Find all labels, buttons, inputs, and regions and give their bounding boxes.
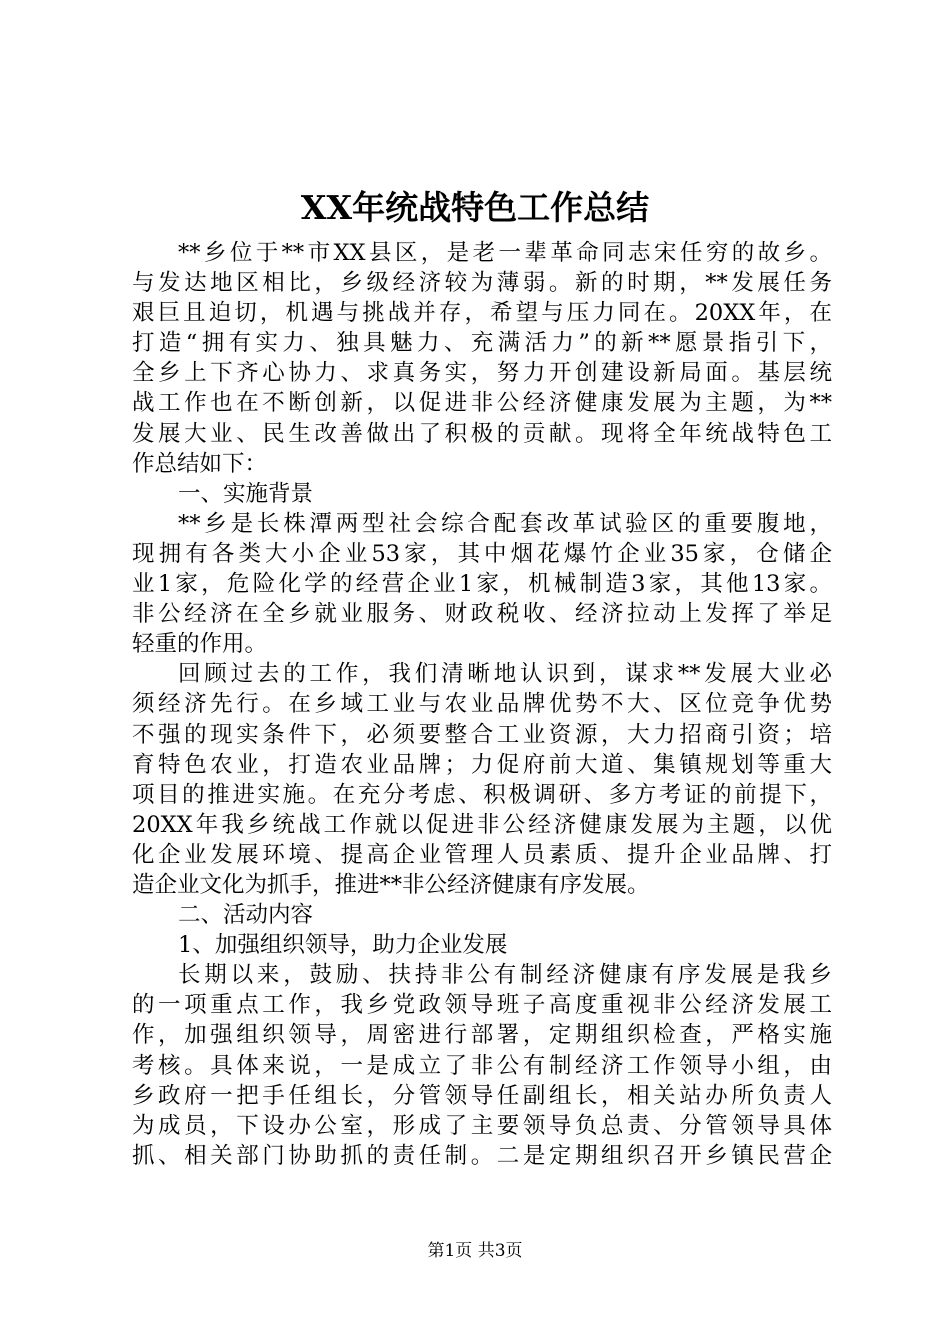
body-line: 育特色农业，打造农业品牌；力促府前大道、集镇规划等重大 [132, 751, 832, 778]
body-line: 作总结如下： [132, 450, 268, 477]
page-footer: 第1页 共3页 [427, 1241, 523, 1261]
body-line: 业1家，危险化学的经营企业1家，机械制造3家，其他13家。 [132, 571, 832, 598]
body-line: **乡位于**市XX县区，是老一辈革命同志宋任穷的故乡。 [178, 240, 832, 266]
body-line: 乡政府一把手任组长，分管领导任副组长，相关站办所负责人 [132, 1082, 832, 1109]
body-line: 为成员，下设办公室，形成了主要领导负总责、分管领导具体 [132, 1112, 832, 1139]
body-line: 打造“拥有实力、独具魅力、充满活力”的新**愿景指引下， [132, 330, 832, 357]
subsection-heading: 1、加强组织领导，助力企业发展 [178, 932, 508, 959]
body-line: 作，加强组织领导，周密进行部署，定期组织检查，严格实施 [132, 1022, 832, 1049]
body-line: 项目的推进实施。在充分考虑、积极调研、多方考证的前提下， [132, 781, 832, 808]
body-line: 与发达地区相比，乡级经济较为薄弱。新的时期，**发展任务 [132, 270, 832, 297]
body-line: 不强的现实条件下，必须要整合工业资源，大力招商引资；培 [132, 721, 832, 748]
body-line: 发展大业、民生改善做出了积极的贡献。现将全年统战特色工 [132, 420, 832, 447]
section-heading: 一、实施背景 [178, 480, 314, 507]
document-body [132, 238, 832, 1171]
body-line: 化企业发展环境、提高企业管理人员素质、提升企业品牌、打 [132, 841, 832, 868]
body-line: 的一项重点工作，我乡党政领导班子高度重视非公经济发展工 [132, 992, 832, 1019]
body-line: 艰巨且迫切，机遇与挑战并存，希望与压力同在。20XX年，在 [132, 300, 832, 327]
body-line: **乡是长株潭两型社会综合配套改革试验区的重要腹地， [178, 510, 832, 537]
body-line: 战工作也在不断创新，以促进非公经济健康发展为主题，为** [132, 390, 832, 417]
body-line: 抓、相关部门协助抓的责任制。二是定期组织召开乡镇民营企 [132, 1142, 832, 1169]
body-line: 长期以来，鼓励、扶持非公有制经济健康有序发展是我乡 [178, 962, 832, 989]
body-line: 非公经济在全乡就业服务、财政税收、经济拉动上发挥了举足 [132, 601, 832, 628]
body-line: 现拥有各类大小企业53家，其中烟花爆竹企业35家，仓储企 [132, 540, 832, 567]
body-line: 轻重的作用。 [132, 631, 268, 658]
body-line: 须经济先行。在乡域工业与农业品牌优势不大、区位竞争优势 [132, 691, 832, 718]
section-heading: 二、活动内容 [178, 902, 314, 929]
body-line: 回顾过去的工作，我们清晰地认识到，谋求**发展大业必 [178, 661, 832, 688]
body-line: 20XX年我乡统战工作就以促进非公经济健康发展为主题，以优 [132, 811, 832, 838]
body-line: 考核。具体来说，一是成立了非公有制经济工作领导小组，由 [132, 1052, 832, 1079]
body-line: 造企业文化为抓手，推进**非公经济健康有序发展。 [132, 871, 650, 898]
body-line: 全乡上下齐心协力、求真务实，努力开创建设新局面。基层统 [132, 360, 832, 387]
document-title: XX年统战特色工作总结 [300, 188, 650, 227]
